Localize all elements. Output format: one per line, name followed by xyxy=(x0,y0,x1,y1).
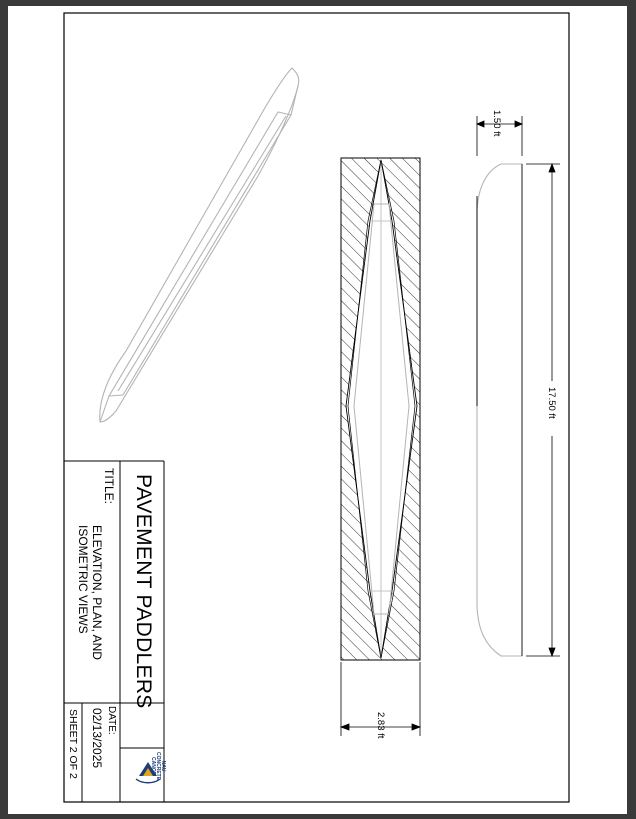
title-line-2: ISOMETRIC VIEWS xyxy=(76,525,90,634)
title-line-1: ELEVATION, PLAN, AND xyxy=(90,525,104,660)
title-label: TITLE: xyxy=(102,468,116,505)
isometric-view xyxy=(100,68,299,422)
logo-text xyxy=(150,752,165,780)
elevation-view xyxy=(477,164,522,656)
dimension-length-label: 17.50 ft xyxy=(546,387,557,419)
date-label: DATE: xyxy=(106,706,117,735)
drawing-sheet xyxy=(8,6,627,814)
drawing-canvas xyxy=(8,6,627,814)
logo-text-2: CONCRETE xyxy=(155,752,161,781)
plan-view xyxy=(341,158,420,660)
project-title: PAVEMENT PADDLERS xyxy=(132,474,155,709)
sheet-number: SHEET 2 OF 2 xyxy=(67,709,79,779)
logo-text-1: NAU xyxy=(160,760,166,772)
logo-text-3: CANOE xyxy=(150,757,156,776)
dimension-width-label: 2.83 ft xyxy=(375,712,386,739)
dimension-height-label: 1.50 ft xyxy=(491,110,502,137)
date-value: 02/13/2025 xyxy=(90,708,104,769)
